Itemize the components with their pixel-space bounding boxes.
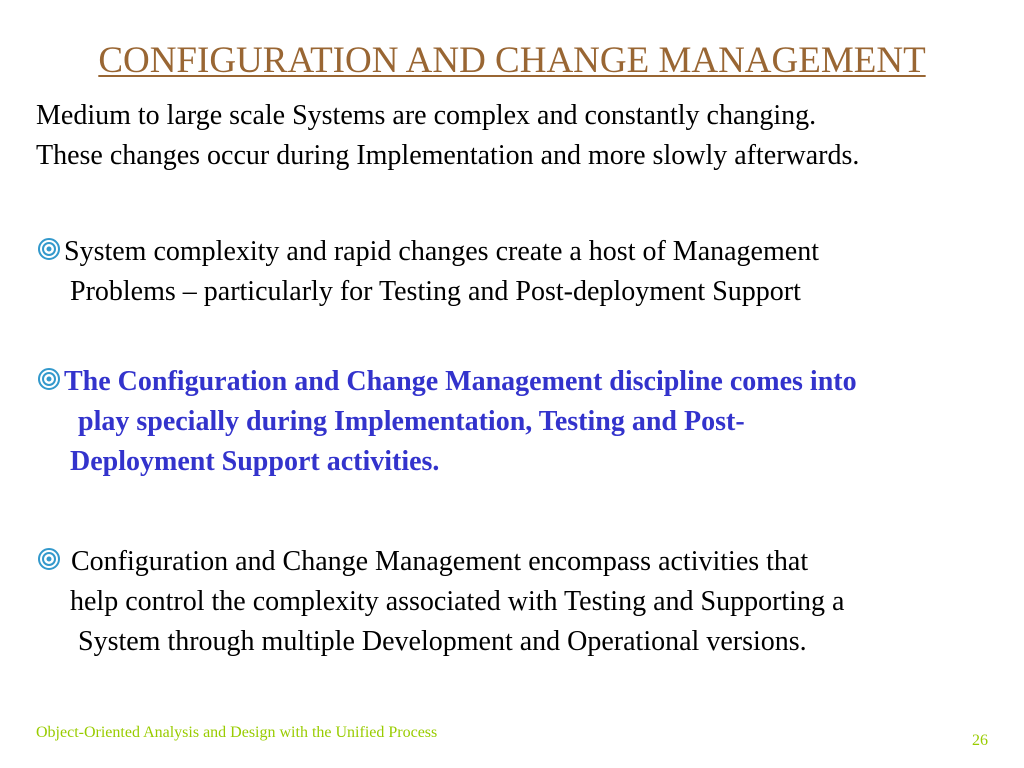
bullet-text: play specially during Implementation, Testing and Post- (78, 406, 745, 437)
page-number: 26 (972, 732, 988, 749)
bullet-text: System through multiple Development and Operational versions. (78, 626, 807, 657)
target-bullet-icon (36, 546, 62, 572)
bullet-text: help control the complexity associated with Testing and Supporting a (70, 586, 845, 617)
target-bullet-icon (36, 236, 62, 262)
bullet-item (36, 542, 844, 662)
bullet-text: The Configuration and Change Management discipline comes into (64, 366, 857, 397)
bullet-text: Configuration and Change Management encompass activities that (71, 546, 809, 577)
bullet-item (36, 232, 819, 312)
bullet-item-emphasis (36, 362, 857, 482)
intro-line: These changes occur during Implementation and more slowly afterwards. (36, 140, 860, 171)
footer-course-title: Object-Oriented Analysis and Design with the Unified Process (36, 724, 438, 741)
intro-paragraph (36, 96, 859, 176)
slide-title: CONFIGURATION AND CHANGE MANAGEMENT (98, 40, 926, 81)
bullet-text: Problems – particularly for Testing and Post-deployment Support (70, 276, 801, 307)
bullet-text: System complexity and rapid changes create a host of Management (64, 236, 819, 267)
bullet-text: Deployment Support activities. (70, 446, 440, 477)
target-bullet-icon (36, 366, 62, 392)
intro-line: Medium to large scale Systems are complex and constantly changing. (36, 100, 817, 131)
